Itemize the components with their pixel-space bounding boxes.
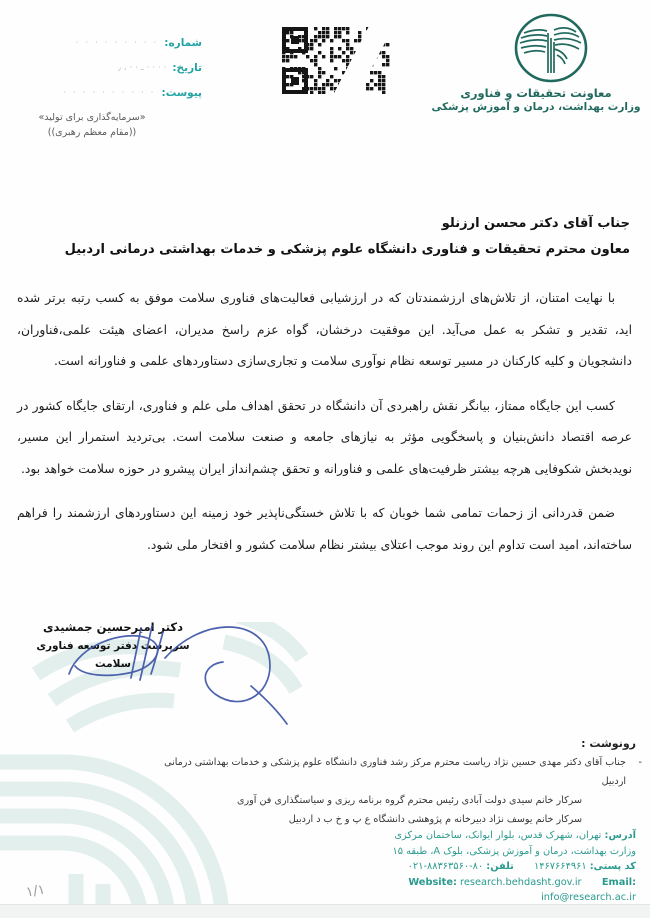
recipient-title: معاون محترم تحقیقات و فناوری دانشگاه علوم پزشکی و خدمات بهداشتی درمانی اردبیل bbox=[64, 242, 630, 257]
organization-name bbox=[425, 86, 647, 114]
cc-heading: رونوشت : bbox=[581, 737, 636, 750]
org-deputy-line: معاونت تحقیقات و فناوری bbox=[460, 86, 612, 100]
email-label: Email: bbox=[601, 876, 636, 888]
body-paragraph-2: کسب این جایگاه ممتاز، بیانگر نقش راهبردی آن دانشگاه در تحقق اهداف ملی علم و فناوری، ارتقای جایگاه کشور در عرصه اقتصاد دانش‌بنیان و پاسخگویی مؤثر به نیازهای جامعه و صنعت سلامت است. بی‌تردید استمرار این مسیر، نویدبخش شکوفایی هرچه بیشتر ظرفیت‌های علمی و فناورانه و تحقق چشم‌انداز ایران پیشرو در حوزه سلامت خواهد بود. bbox=[17, 398, 632, 476]
signature-block bbox=[22, 617, 204, 673]
slogan-line1: «سرمایه‌گذاری برای تولید» bbox=[38, 112, 146, 123]
body-paragraph-3: ضمن قدردانی از زحمات تمامی شما خوبان که با تلاش خستگی‌ناپذیر خود زمینه این دستاوردهای ارزشمند را فراهم ساخته‌اند، امید است تداوم این روند موجب اعتلای بیشتر نظام سلامت کشور و افتخار ملی شود. bbox=[17, 506, 632, 552]
field-date-value: · · · · ـ · · ، ٫ bbox=[117, 62, 167, 73]
cc-item-2: سرکار خانم سیدی دولت آبادی رئیس محترم گروه برنامه ریزی و سیاستگذاری فن آوری bbox=[236, 795, 582, 806]
phone-number: ۰۲۱-۸۸۳۶۳۵۶۰-۸۰ bbox=[407, 861, 484, 872]
field-attachment-label: پیوست: bbox=[161, 86, 202, 99]
org-ministry-line: وزارت بهداشت، درمان و آموزش پزشکی bbox=[431, 101, 641, 113]
field-attachment-value: · · · · · · · · · · bbox=[63, 87, 156, 98]
field-date bbox=[16, 55, 202, 80]
body-paragraph-1: با نهایت امتنان، از تلاش‌های ارزشمندتان که در ارزشیابی فعالیت‌های فناوری سلامت موفق به کسب رتبه برتر شده اید، تقدیر و تشکر به عمل می‌آید. این موفقیت درخشان، گواه عزم راسخ مدیران، اعضای هیئت علمی،فناوران، دانشجویان و کلیه کارکنان در مسیر توسعه نظام نوآوری سلامت و تجاری‌سازی دستاوردهای علمی و فناورانه است. bbox=[17, 291, 632, 368]
field-number-value: · · · · · · · · · bbox=[75, 37, 159, 48]
letter-body bbox=[17, 283, 632, 574]
email-value: info@research.ac.ir bbox=[541, 892, 636, 903]
cc-item-3: سرکار خانم یوسف نژاد دبیرخانه م پژوهشی دانشگاه ع پ و خ ب د اردبیل bbox=[288, 814, 582, 825]
field-number-label: شماره: bbox=[164, 36, 202, 49]
footer-contact-block bbox=[320, 828, 636, 906]
address-label: آدرس: bbox=[604, 830, 636, 841]
page-number: ۱/۱ bbox=[24, 881, 47, 901]
signer-title: سرپرست دفتر توسعه فناوری سلامت bbox=[36, 640, 190, 670]
phone-label: تلفن: bbox=[486, 861, 514, 872]
ministry-logo-icon bbox=[504, 11, 598, 87]
slogan-line2: ((مقام معظم رهبری)) bbox=[47, 127, 137, 138]
address-value-line1: تهران، شهرک قدس، بلوار ایوانک، ساختمان مرکزی bbox=[394, 830, 602, 841]
cc-section bbox=[150, 737, 642, 829]
field-attachment bbox=[16, 80, 202, 105]
postal-label: کد پستی: bbox=[589, 861, 636, 872]
field-number bbox=[16, 30, 202, 55]
recipient-block bbox=[20, 211, 630, 263]
footer-postal-phone-line bbox=[320, 859, 636, 875]
website-label: Website: bbox=[408, 876, 457, 888]
website-value: research.behdasht.gov.ir bbox=[460, 876, 582, 888]
field-date-label: تاریخ: bbox=[172, 61, 202, 74]
footer-address-line1 bbox=[320, 828, 636, 844]
letterhead-slogan bbox=[10, 110, 174, 140]
postal-code: ۱۴۶۷۶۶۴۹۶۱ bbox=[534, 861, 587, 872]
footer-web-line bbox=[320, 875, 636, 906]
cc-item-1 bbox=[150, 753, 642, 791]
letter-reference-fields bbox=[16, 30, 202, 105]
footer-address-line2: وزارت بهداشت، درمان و آموزش پزشکی، بلوک A، طبقه ۱۵ bbox=[392, 845, 636, 857]
cc-item-1-text: جناب آقای دکتر مهدی حسین نژاد ریاست محترم مرکز رشد فناوری دانشگاه علوم پزشکی و خدمات بهداشتی درمانی اردبیل bbox=[164, 757, 626, 787]
recipient-name: جناب آقای دکتر محسن ارزنلو bbox=[441, 216, 630, 231]
qr-code bbox=[282, 27, 390, 94]
cc-dash: - bbox=[638, 757, 642, 768]
scan-bottom-edge bbox=[0, 904, 650, 918]
signer-name: دکتر امیرحسین جمشیدی bbox=[43, 620, 183, 634]
